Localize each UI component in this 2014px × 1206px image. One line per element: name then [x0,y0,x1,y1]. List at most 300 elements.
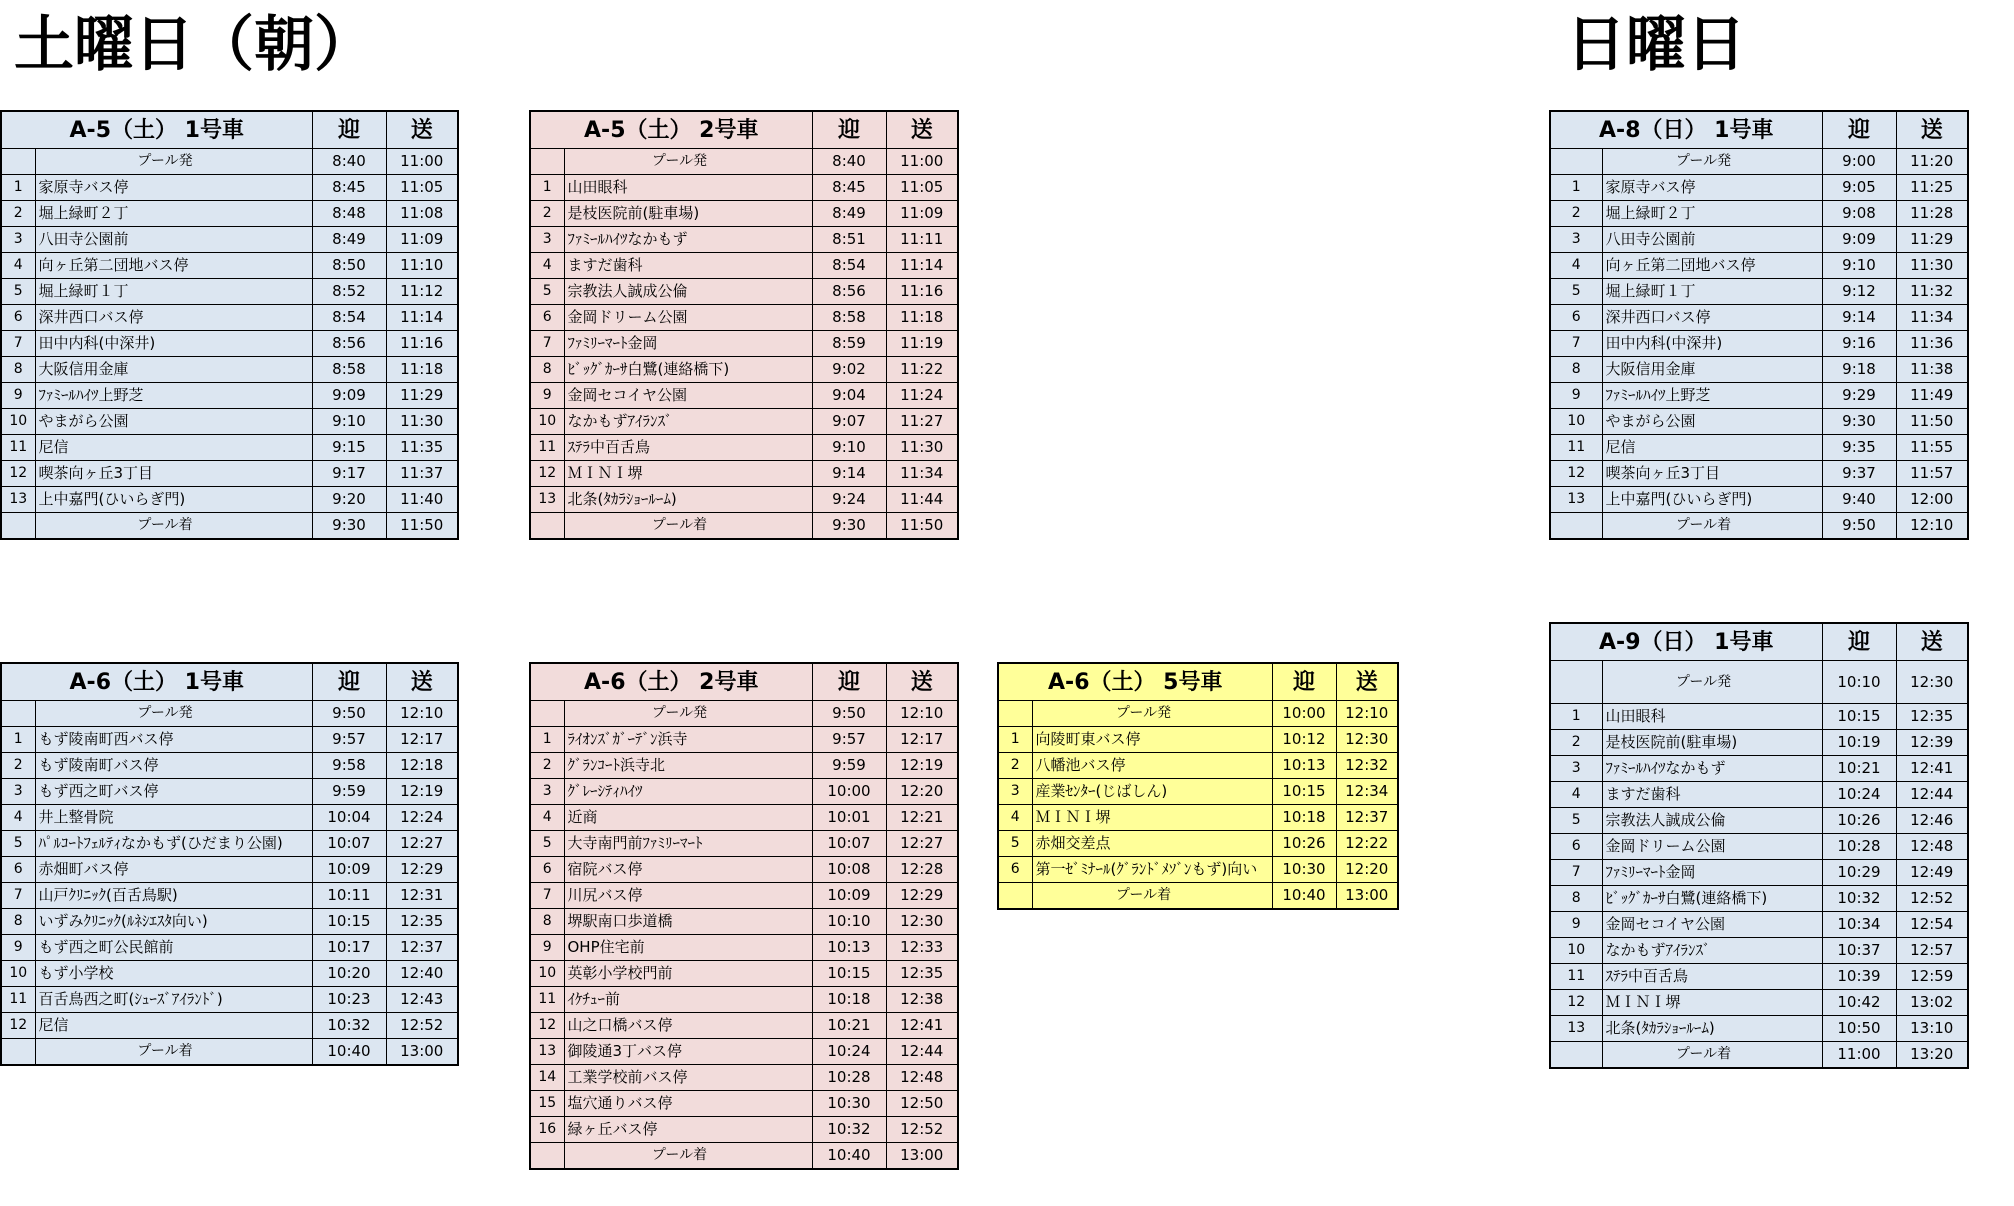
dropoff-time: 12:32 [1336,753,1398,779]
dropoff-time: 11:36 [1896,331,1968,357]
arrive-dropoff-time: 13:00 [1336,883,1398,910]
dropoff-header: 送 [1336,663,1398,701]
dropoff-time: 11:14 [886,253,958,279]
arrive-pickup-time: 10:40 [812,1143,886,1170]
stop-row [1,487,458,513]
stop-name: 家原寺バス停 [1602,175,1822,201]
dropoff-header: 送 [886,111,958,149]
stop-number: 3 [1,227,35,253]
stop-number: 13 [1550,487,1602,513]
dropoff-time: 12:41 [886,1013,958,1039]
stop-row [530,831,958,857]
stop-number: 7 [1,331,35,357]
stop-number: 14 [530,1065,564,1091]
pickup-time: 9:14 [812,461,886,487]
stop-number: 4 [1,805,35,831]
stop-number: 7 [530,331,564,357]
stop-number: 8 [1550,886,1602,912]
stop-number: 4 [998,805,1032,831]
stop-number: 9 [1,935,35,961]
stop-number: 9 [530,935,564,961]
vehicle-title: A-9（日） 1号車 [1550,623,1822,661]
blank-cell [530,701,564,727]
dropoff-time: 12:37 [386,935,458,961]
arrive-label: プール着 [564,513,812,540]
blank-cell [1,149,35,175]
pickup-time: 9:37 [1822,461,1896,487]
dropoff-time: 12:27 [386,831,458,857]
stop-name: 宗教法人誠成公倫 [1602,808,1822,834]
stop-name: OHP住宅前 [564,935,812,961]
blank-cell [530,1143,564,1170]
depart-label: プール発 [35,701,312,727]
blank-cell [998,883,1032,910]
stop-name: 北条(ﾀｶﾗｼｮｰﾙｰﾑ) [564,487,812,513]
pickup-time: 9:16 [1822,331,1896,357]
pickup-time: 9:10 [1822,253,1896,279]
stop-row [1,805,458,831]
pickup-time: 8:52 [312,279,386,305]
stop-row [1,331,458,357]
stop-number: 13 [530,1039,564,1065]
arrive-dropoff-time: 12:10 [1896,513,1968,540]
stop-row [1,305,458,331]
pickup-time: 8:56 [812,279,886,305]
dropoff-time: 11:44 [886,487,958,513]
stop-row [1,279,458,305]
dropoff-time: 12:44 [1896,782,1968,808]
stop-name: 堀上緑町２丁 [35,201,312,227]
pickup-header: 迎 [312,111,386,149]
schedule-table [1549,622,1969,1069]
stop-row [530,487,958,513]
stop-row [1,961,458,987]
stop-name: ﾋﾞｯｸﾞｶｰｻ白鷺(連絡橋下) [1602,886,1822,912]
stop-number: 12 [1,461,35,487]
stop-number: 7 [530,883,564,909]
stop-number: 8 [530,357,564,383]
pickup-time: 9:20 [312,487,386,513]
pickup-time: 8:54 [812,253,886,279]
dropoff-header: 送 [386,663,458,701]
dropoff-time: 12:30 [886,909,958,935]
vehicle-title: A-6（土） 1号車 [1,663,312,701]
pickup-time: 8:45 [312,175,386,201]
dropoff-time: 12:22 [1336,831,1398,857]
stop-number: 11 [1550,964,1602,990]
stop-name: 塩穴通りバス停 [564,1091,812,1117]
dropoff-time: 11:49 [1896,383,1968,409]
stop-name: 山田眼科 [1602,704,1822,730]
stop-number: 12 [530,461,564,487]
pickup-time: 10:11 [312,883,386,909]
stop-number: 4 [1550,253,1602,279]
schedule-table [0,110,459,540]
stop-name: 深井西口バス停 [1602,305,1822,331]
pickup-time: 9:18 [1822,357,1896,383]
dropoff-time: 12:21 [886,805,958,831]
dropoff-time: 12:35 [886,961,958,987]
blank-cell [1550,661,1602,704]
schedule-table [997,662,1399,910]
stop-row [1550,704,1968,730]
dropoff-header: 送 [1896,623,1968,661]
dropoff-time: 12:59 [1896,964,1968,990]
dropoff-time: 13:10 [1896,1016,1968,1042]
dropoff-time: 11:11 [886,227,958,253]
stop-row [530,1065,958,1091]
stop-row [1550,938,1968,964]
pickup-time: 9:24 [812,487,886,513]
dropoff-time: 12:50 [886,1091,958,1117]
stop-row [1550,1016,1968,1042]
dropoff-time: 12:54 [1896,912,1968,938]
stop-name: もず陵南町西バス停 [35,727,312,753]
depart-pickup-time: 10:10 [1822,661,1896,704]
dropoff-time: 12:19 [386,779,458,805]
depart-pickup-time: 9:50 [312,701,386,727]
dropoff-time: 12:18 [386,753,458,779]
stop-row [530,961,958,987]
stop-name: 尼信 [35,1013,312,1039]
dropoff-time: 12:52 [386,1013,458,1039]
stop-name: 大阪信用金庫 [35,357,312,383]
dropoff-time: 12:52 [886,1117,958,1143]
stop-row [998,753,1398,779]
vehicle-title: A-8（日） 1号車 [1550,111,1822,149]
stop-row [530,357,958,383]
depart-pickup-time: 8:40 [312,149,386,175]
stop-name: 喫茶向ヶ丘3丁目 [1602,461,1822,487]
stop-name: 金岡ドリーム公園 [564,305,812,331]
stop-row [1,779,458,805]
stop-row [1550,756,1968,782]
stop-name: 御陵通3丁バス停 [564,1039,812,1065]
pickup-time: 10:13 [1272,753,1336,779]
stop-name: 工業学校前バス停 [564,1065,812,1091]
arrive-pickup-time: 11:00 [1822,1042,1896,1069]
stop-number: 2 [1,753,35,779]
depart-row [998,701,1398,727]
stop-number: 10 [1550,409,1602,435]
stop-name: 金岡ドリーム公園 [1602,834,1822,860]
pickup-time: 10:10 [812,909,886,935]
stop-row [1550,253,1968,279]
pickup-time: 9:30 [1822,409,1896,435]
pickup-time: 8:59 [812,331,886,357]
depart-dropoff-time: 12:30 [1896,661,1968,704]
stop-row [1,201,458,227]
pickup-time: 8:49 [312,227,386,253]
pickup-header: 迎 [1822,623,1896,661]
stop-number: 7 [1550,331,1602,357]
stop-name: 山戸ｸﾘﾆｯｸ(百舌鳥駅) [35,883,312,909]
stop-number: 12 [530,1013,564,1039]
arrive-row [530,513,958,540]
pickup-time: 9:02 [812,357,886,383]
pickup-time: 8:58 [312,357,386,383]
stop-name: 堀上緑町１丁 [35,279,312,305]
stop-row [1550,808,1968,834]
stop-row [530,409,958,435]
stop-name: いずみｸﾘﾆｯｸ(ﾙﾈｼｴｽﾀ向い) [35,909,312,935]
schedule-table [0,662,459,1066]
pickup-time: 9:10 [312,409,386,435]
stop-number: 6 [530,857,564,883]
stop-row [1,935,458,961]
dropoff-time: 11:29 [1896,227,1968,253]
dropoff-time: 11:30 [886,435,958,461]
stop-row [530,805,958,831]
pickup-time: 10:17 [312,935,386,961]
pickup-time: 9:09 [1822,227,1896,253]
dropoff-time: 11:28 [1896,201,1968,227]
dropoff-time: 11:55 [1896,435,1968,461]
dropoff-time: 12:57 [1896,938,1968,964]
stop-row [530,175,958,201]
stop-number: 11 [530,435,564,461]
stop-name: 向ヶ丘第二団地バス停 [35,253,312,279]
dropoff-time: 13:02 [1896,990,1968,1016]
stop-number: 3 [530,779,564,805]
pickup-time: 10:30 [812,1091,886,1117]
stop-name: 百舌鳥西之町(ｼｭｰｽﾞｱｲﾗﾝﾄﾞ) [35,987,312,1013]
dropoff-time: 12:44 [886,1039,958,1065]
dropoff-time: 12:35 [1896,704,1968,730]
stop-number: 6 [530,305,564,331]
pickup-header: 迎 [1272,663,1336,701]
pickup-time: 10:50 [1822,1016,1896,1042]
arrive-dropoff-time: 11:50 [386,513,458,540]
stop-name: やまがら公園 [1602,409,1822,435]
pickup-time: 10:15 [1272,779,1336,805]
dropoff-time: 12:35 [386,909,458,935]
stop-row [530,1013,958,1039]
header-row [1550,623,1968,661]
dropoff-time: 12:30 [1336,727,1398,753]
stop-name: 北条(ﾀｶﾗｼｮｰﾙｰﾑ) [1602,1016,1822,1042]
pickup-time: 8:48 [312,201,386,227]
dropoff-time: 11:40 [386,487,458,513]
dropoff-time: 11:16 [886,279,958,305]
stop-number: 1 [1,727,35,753]
pickup-time: 8:51 [812,227,886,253]
pickup-time: 9:59 [812,753,886,779]
depart-row [530,149,958,175]
stop-name: 上中嘉門(ひいらぎ門) [1602,487,1822,513]
arrive-label: プール着 [35,1039,312,1066]
stop-number: 4 [1,253,35,279]
pickup-time: 10:24 [1822,782,1896,808]
stop-name: 大阪信用金庫 [1602,357,1822,383]
stop-name: ＭＩＮＩ堺 [1602,990,1822,1016]
dropoff-time: 12:41 [1896,756,1968,782]
dropoff-time: 11:30 [386,409,458,435]
blank-cell [1,1039,35,1066]
stop-row [1550,201,1968,227]
pickup-time: 9:57 [312,727,386,753]
dropoff-time: 12:43 [386,987,458,1013]
pickup-time: 10:21 [812,1013,886,1039]
dropoff-time: 12:40 [386,961,458,987]
blank-cell [530,149,564,175]
stop-number: 10 [1,961,35,987]
stop-row [1,435,458,461]
stop-row [530,1039,958,1065]
pickup-time: 9:58 [312,753,386,779]
stop-name: ﾌｧﾐｰﾙﾊｲﾂ上野芝 [1602,383,1822,409]
pickup-time: 10:00 [812,779,886,805]
pickup-time: 10:30 [1272,857,1336,883]
stop-row [530,857,958,883]
depart-label: プール発 [564,701,812,727]
depart-pickup-time: 8:40 [812,149,886,175]
stop-number: 1 [1550,704,1602,730]
stop-number: 8 [530,909,564,935]
stop-name: ﾊﾟﾙｺｰﾄﾌｪﾙﾃｨなかもず(ひだまり公園) [35,831,312,857]
stop-number: 1 [998,727,1032,753]
stop-row [998,727,1398,753]
stop-name: 堺駅南口歩道橋 [564,909,812,935]
stop-row [998,831,1398,857]
stop-name: ｸﾞﾗﾝｺｰﾄ浜寺北 [564,753,812,779]
stop-row [1550,227,1968,253]
dropoff-time: 11:05 [386,175,458,201]
stop-number: 4 [1550,782,1602,808]
stop-name: もず陵南町バス停 [35,753,312,779]
pickup-time: 10:23 [312,987,386,1013]
stop-number: 6 [1550,834,1602,860]
stop-name: 家原寺バス停 [35,175,312,201]
dropoff-time: 12:38 [886,987,958,1013]
arrive-label: プール着 [1602,513,1822,540]
stop-number: 10 [1,409,35,435]
depart-label: プール発 [1032,701,1272,727]
stop-number: 2 [530,201,564,227]
schedule-table [529,662,959,1170]
stop-row [1,831,458,857]
stop-number: 1 [530,727,564,753]
arrive-row [1550,513,1968,540]
pickup-time: 10:12 [1272,727,1336,753]
arrive-row [1,1039,458,1066]
stop-number: 3 [530,227,564,253]
stop-name: 緑ヶ丘バス停 [564,1117,812,1143]
pickup-time: 10:32 [1822,886,1896,912]
header-row [1,111,458,149]
depart-label: プール発 [35,149,312,175]
dropoff-time: 11:09 [886,201,958,227]
stop-number: 10 [1550,938,1602,964]
stop-row [1550,964,1968,990]
stop-row [1550,834,1968,860]
dropoff-time: 12:37 [1336,805,1398,831]
stop-number: 6 [1,305,35,331]
stop-row [530,435,958,461]
stop-name: 是枝医院前(駐車場) [564,201,812,227]
dropoff-time: 12:20 [886,779,958,805]
pickup-time: 9:10 [812,435,886,461]
stop-row [998,779,1398,805]
depart-row [530,701,958,727]
stop-row [530,227,958,253]
arrive-pickup-time: 9:30 [812,513,886,540]
stop-row [1550,409,1968,435]
stop-number: 6 [998,857,1032,883]
dropoff-time: 11:24 [886,383,958,409]
dropoff-time: 11:18 [386,357,458,383]
pickup-time: 8:58 [812,305,886,331]
arrive-row [1,513,458,540]
dropoff-time: 11:50 [1896,409,1968,435]
stop-row [998,805,1398,831]
stop-row [1,727,458,753]
dropoff-time: 11:34 [886,461,958,487]
pickup-time: 10:09 [312,857,386,883]
header-row [1550,111,1968,149]
stop-name: 第一ｾﾞﾐﾅｰﾙ(ｸﾞﾗﾝﾄﾞﾒｿﾞﾝもず)向い [1032,857,1272,883]
stop-name: 井上整骨院 [35,805,312,831]
stop-number: 12 [1,1013,35,1039]
pickup-time: 9:05 [1822,175,1896,201]
dropoff-time: 11:37 [386,461,458,487]
dropoff-time: 12:34 [1336,779,1398,805]
stop-name: ﾌｧﾐｰﾙﾊｲﾂなかもず [1602,756,1822,782]
stop-name: 尼信 [35,435,312,461]
dropoff-time: 11:12 [386,279,458,305]
blank-cell [998,701,1032,727]
stop-row [1550,305,1968,331]
stop-row [530,253,958,279]
stop-name: 田中内科(中深井) [35,331,312,357]
stop-row [1550,730,1968,756]
stop-number: 9 [1,383,35,409]
dropoff-time: 11:30 [1896,253,1968,279]
stop-name: ＭＩＮＩ堺 [1032,805,1272,831]
stop-row [998,857,1398,883]
stop-number: 13 [1,487,35,513]
stop-number: 4 [530,253,564,279]
blank-cell [1,701,35,727]
pickup-time: 9:57 [812,727,886,753]
stop-name: 川尻バス停 [564,883,812,909]
stop-name: 向ヶ丘第二団地バス停 [1602,253,1822,279]
stop-row [1,253,458,279]
dropoff-time: 11:16 [386,331,458,357]
stop-row [530,753,958,779]
stop-row [1550,461,1968,487]
arrive-pickup-time: 9:30 [312,513,386,540]
pickup-time: 10:13 [812,935,886,961]
stop-number: 3 [1550,756,1602,782]
pickup-time: 9:09 [312,383,386,409]
stop-name: 堀上緑町１丁 [1602,279,1822,305]
stop-name: 金岡セコイヤ公園 [1602,912,1822,938]
stop-row [1,383,458,409]
pickup-time: 10:24 [812,1039,886,1065]
stop-name: 赤畑交差点 [1032,831,1272,857]
pickup-time: 10:21 [1822,756,1896,782]
stop-name: ﾗｲｵﾝｽﾞｶﾞｰﾃﾞﾝ浜寺 [564,727,812,753]
dropoff-time: 11:08 [386,201,458,227]
stop-name: ﾌｧﾐｰﾙﾊｲﾂなかもず [564,227,812,253]
stop-number: 7 [1,883,35,909]
arrive-dropoff-time: 13:00 [886,1143,958,1170]
dropoff-time: 11:27 [886,409,958,435]
dropoff-time: 11:10 [386,253,458,279]
depart-dropoff-time: 12:10 [886,701,958,727]
depart-label: プール発 [1602,149,1822,175]
